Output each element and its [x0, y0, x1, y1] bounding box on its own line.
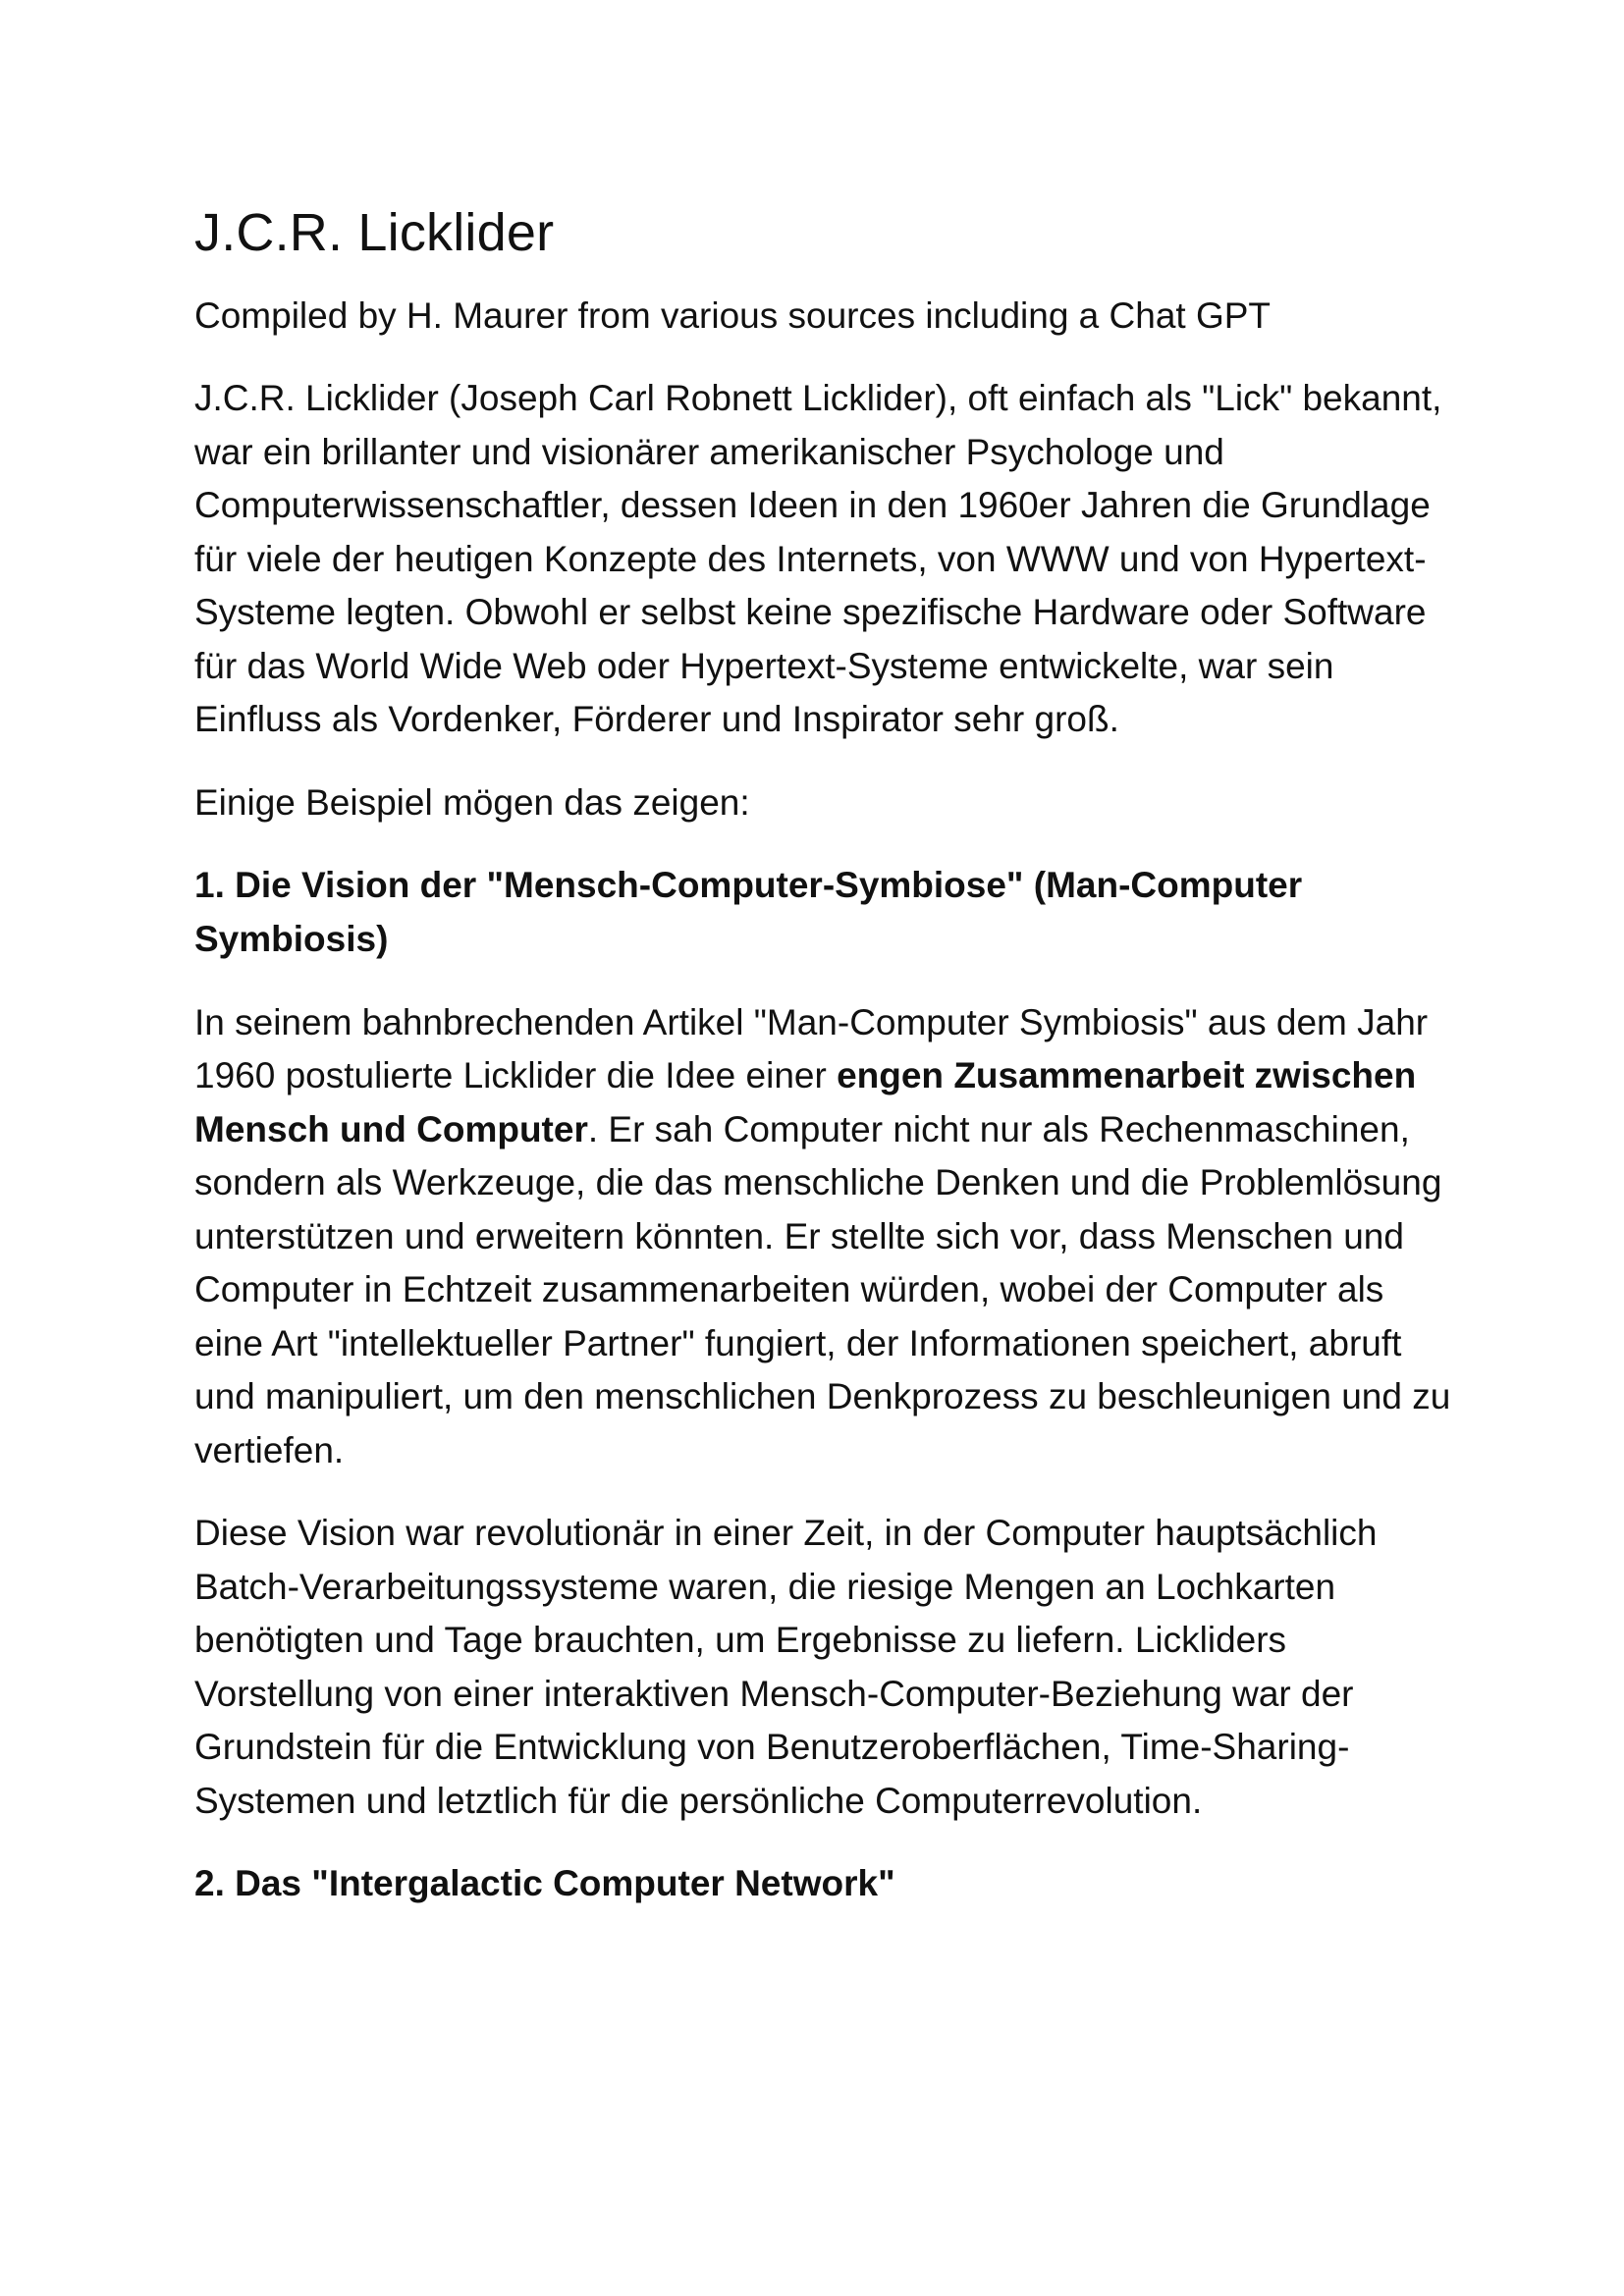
- document-title: J.C.R. Licklider: [194, 203, 555, 262]
- document-subtitle: Compiled by H. Maurer from various sources including a Chat GPT: [194, 295, 1272, 336]
- document-body: [194, 191, 1461, 1941]
- examples-intro: Einige Beispiel mögen das zeigen:: [194, 781, 750, 823]
- section-1-paragraph-2: Diese Vision war revolutionär in einer Zeit, in der Computer hauptsächlich Batch-Verarbeitungssysteme waren, die riesige Mengen an Lochkarten benötigten und Tage brauchten, um Ergebnisse zu liefern. Lickliders Vorstellung von einer interaktiven Mensch-Computer-Beziehung war der Grundstein für die Entwicklung von Benutzeroberflächen, Time-Sharing-Systemen und letztlich für die persönliche Computerrevolution.: [194, 1513, 1378, 1821]
- intro-paragraph: J.C.R. Licklider (Joseph Carl Robnett Licklider), oft einfach als "Lick" bekannt, war ein brillanter und visionärer amerikanischer Psychologe und Computerwissenschaftler, dessen Ideen in den 1960er Jahren die Grundlage für viele der heutigen Konzepte des Internets, von WWW und von Hypertext-Systeme legten. Obwohl er selbst keine spezifische Hardware oder Software für das World Wide Web oder Hypertext-Systeme entwickelte, war sein Einfluss als Vordenker, Förderer und Inspirator sehr groß.: [194, 378, 1442, 739]
- section-1-paragraph-1: [194, 996, 1461, 1478]
- section-2-heading: 2. Das "Intergalactic Computer Network": [194, 1863, 895, 1904]
- section-1-heading: 1. Die Vision der "Mensch-Computer-Symbiose" (Man-Computer Symbiosis): [194, 865, 1303, 959]
- section-1-paragraph-1-bold: engen Zusammenarbeit zwischen Mensch und Computer: [194, 1055, 1417, 1149]
- section-1-paragraph-1-end: . Er sah Computer nicht nur als Rechenmaschinen, sondern als Werkzeuge, die das menschliche Denken und die Problemlösung unterstützen und erweitern könnten. Er stellte sich vor, dass Menschen und Computer in Echtzeit zusammenarbeiten würden, wobei der Computer als eine Art "intellektueller Partner" fungiert, der Informationen speichert, abruft und manipuliert, um den menschlichen Denkprozess zu beschleunigen und zu vertiefen.: [194, 1108, 1451, 1470]
- section-1-paragraph-1-start: In seinem bahnbrechenden Artikel "Man-Computer Symbiosis" aus dem Jahr 1960 postulierte Licklider die Idee einer: [194, 1001, 1429, 1096]
